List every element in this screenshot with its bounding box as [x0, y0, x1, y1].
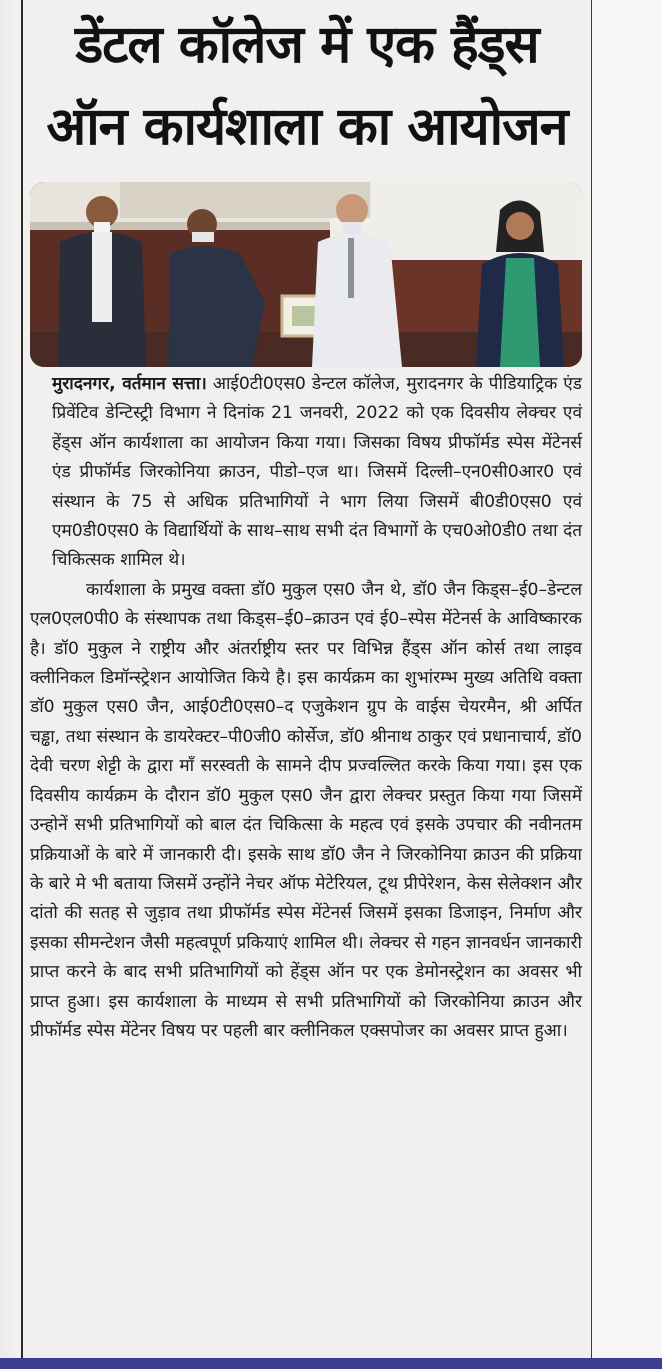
headline-line-1: डेंटल कॉलेज में एक हैंड्स — [75, 15, 539, 75]
headline — [24, 4, 590, 168]
article-paragraph-2: कार्यशाला के प्रमुख वक्ता डॉ0 मुकुल एस0 जैन थे, डॉ0 जैन किड्स–ई0–डेन्टल एल0एल0पी0 के संस्थापक तथा किड्स–ई0–क्राउन एवं ई0–स्पेस मेंटेनर्स के आविष्कारक है। डॉ0 मुकुल ने राष्ट्रीय और अंतर्राष्ट्रीय स्तर पर विभिन्न हैंड्स ऑन कोर्स तथा लाइव क्लीनिकल डिमॉन्स्ट्रेशन आयोजित किये है। इस कार्यक्रम का शुभांरम्भ मुख्य अतिथि वक्ता डॉ0 मुकुल एस0 जैन, आई0टी0एस0–द एजुकेशन ग्रुप के वाईस चेयरमैन, श्री अर्पित चड्ढा, तथा संस्थान के डायरेक्टर–पी0जी0 कोर्सेज, डॉ0 श्रीनाथ ठाकुर एवं प्रधानाचार्य, डॉ0 देवी चरण शेट्टी के द्वारा माँ सरस्वती के सामने दीप प्रज्वल्लित करके किया गया। इस एक दिवसीय कार्यक्रम के दौरान डॉ0 मुकुल एस0 जैन द्वारा लेक्चर प्रस्तुत किया गया जिसमें उन्होनें सभी प्रतिभागियों को बाल दंत चिकित्सा के महत्व एवं इसके उपचार की नवीनतम प्रक्रियाओं के बारे में जानकारी दी। इसके साथ डॉ0 जैन ने जिरकोनिया क्राउन की प्रक्रिया के बारे मे भी बताया जिसमें उन्होंने नेचर ऑफ मेटेरियल, टूथ प्रीपेरेशन, केस सेलेक्शन और दांतो की सतह से जुड़ाव तथा प्रीफॉर्मड स्पेस मेंटेनर्स जिसमें इसका डिजाइन, निर्माण और इसका सीमन्टेशन जैसी महत्वपूर्ण प्रकियाएं शामिल थी। लेक्चर से गहन ज्ञानवर्धन जानकारी प्राप्त करने के बाद सभी प्रतिभागियों को हेंड्स ऑन पर एक डेमोनस्ट्रेशन का अवसर भी प्राप्त हुआ। इस कार्यशाला के माध्यम से सभी प्रतिभागियों को जिरकोनिया क्राउन और प्रीफॉर्मड स्पेस मेंटेनर विषय पर पहली बार क्लीनिकल एक्सपोजर का अवसर प्राप्त हुआ। — [30, 579, 582, 1041]
news-photo — [30, 182, 582, 367]
bottom-color-band — [0, 1358, 662, 1369]
dateline: मुरादनगर, वर्तमान सत्ता। — [52, 374, 207, 394]
column-rule-right — [591, 0, 592, 1358]
page-left-edge — [0, 0, 22, 1369]
article-body — [30, 370, 582, 1046]
paragraph-1-text: आई0टी0एस0 डेन्टल कॉलेज, मुरादनगर के पीडियाट्रिक एंड प्रिवेंटिव डेन्टिस्ट्री विभाग ने दिनांक 21 जनवरी, 2022 को एक दिवसीय लेक्चर एवं हेंड्स ऑन कार्यशाला का आयोजन किया गया। जिसका विषय प्रीफॉर्मड स्पेस मेंटेनर्स एंड प्रीफॉर्मड जिरकोनिया क्राउन, पीडो–एज था। जिसमें दिल्ली–एन0सी0आर0 एवं संस्थान के 75 से अधिक प्रतिभागियों ने भाग लिया जिसमें बी0डी0एस0 एवं एम0डी0एस0 के विद्यार्थियों के साथ–साथ सभी दंत विभागों के एच0ओ0डी0 तथा दंत चिकित्सक शामिल थे। — [52, 374, 582, 571]
column-rule-left — [21, 0, 23, 1358]
article-paragraph-1 — [30, 370, 582, 576]
headline-line-2: ऑन कार्यशाला का आयोजन — [46, 97, 568, 157]
right-margin — [592, 0, 662, 1369]
